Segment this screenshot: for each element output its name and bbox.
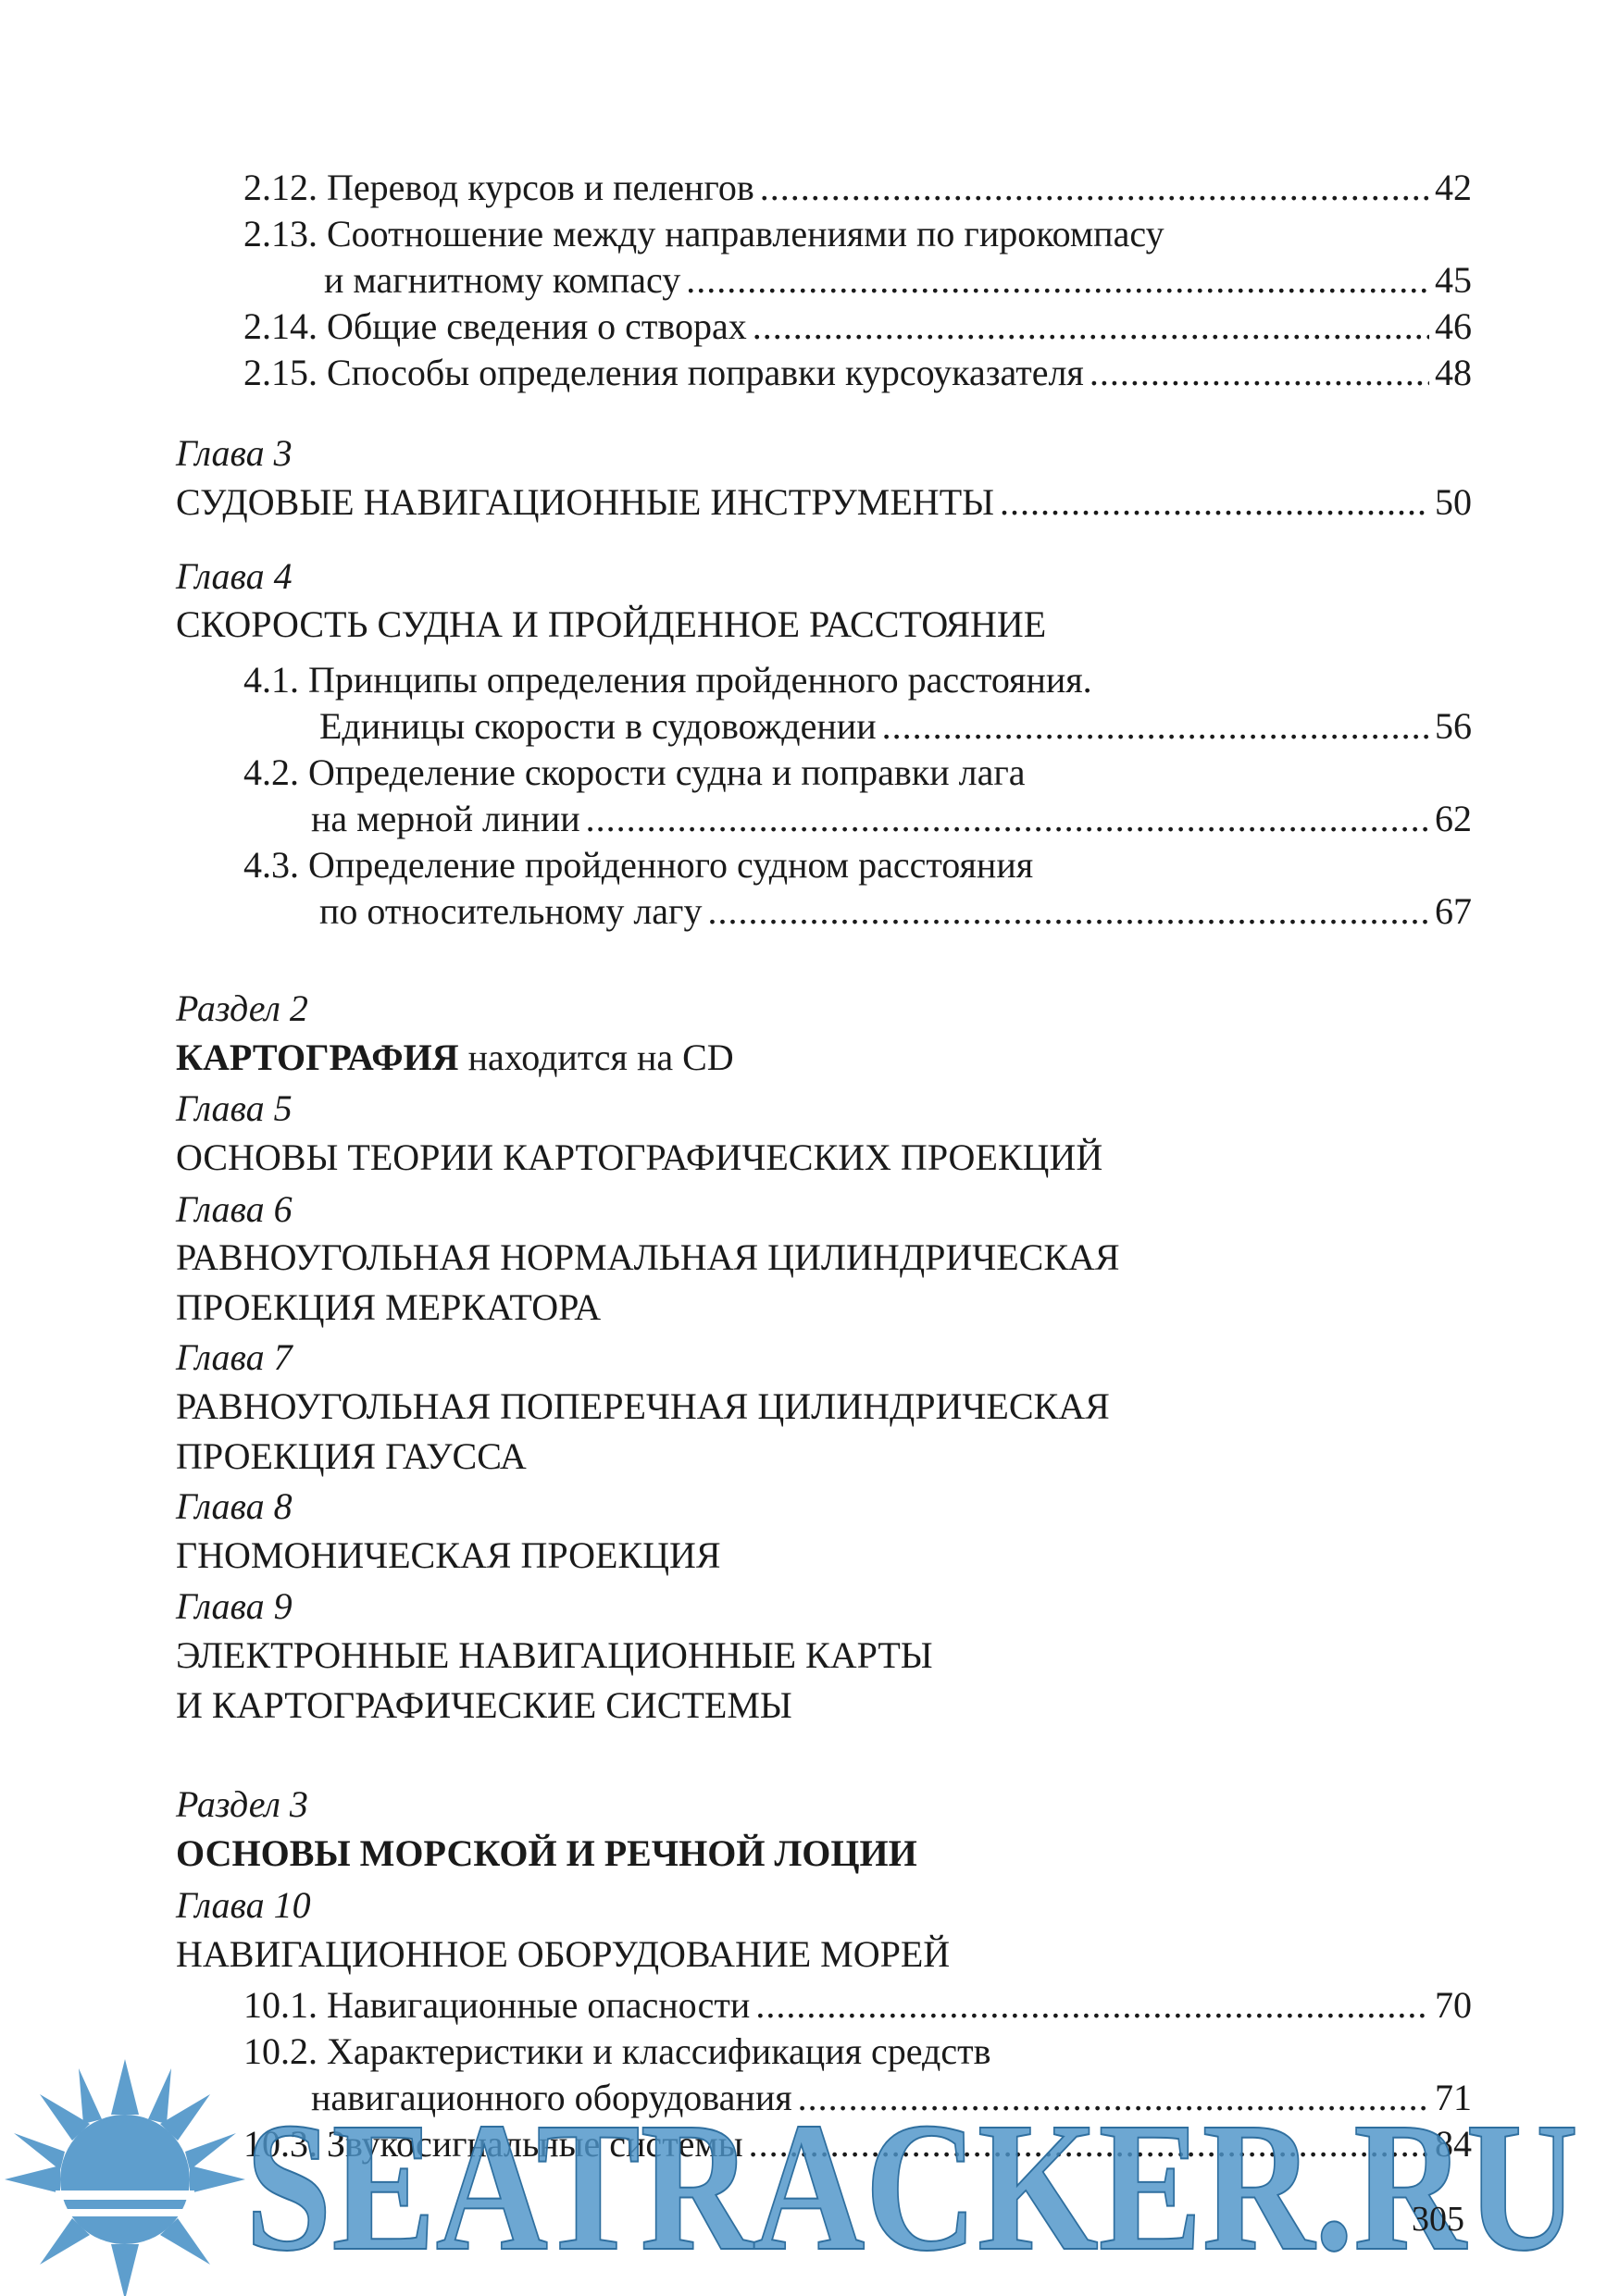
entry-title: Определение пройденного судном расстояния — [308, 844, 1034, 886]
entry-page: 45 — [1435, 259, 1472, 301]
entry-page: 62 — [1435, 798, 1472, 839]
chapter-label: Глава 4 — [176, 555, 293, 597]
entry-page: 46 — [1435, 305, 1472, 347]
entry-number: 2.15. — [243, 352, 318, 393]
entry-number: 10.2. — [243, 2030, 318, 2072]
chapter-title: ГНОМОНИЧЕСКАЯ ПРОЕКЦИЯ — [176, 1534, 721, 1576]
toc-entry — [243, 657, 1472, 703]
chapter-page: 50 — [1435, 481, 1472, 523]
entry-number: 4.1. — [243, 659, 299, 701]
entry-page: 71 — [1435, 2077, 1472, 2118]
toc-entry — [243, 350, 1472, 396]
section-label: Раздел 3 — [176, 1783, 308, 1825]
entry-title: Общие сведения о створах — [327, 305, 747, 347]
toc-entry-continuation — [324, 257, 1472, 304]
entry-title-cont: Единицы скорости в судовождении — [319, 705, 877, 747]
entry-number: 4.3. — [243, 844, 299, 886]
entry-title: Принципы определения пройденного расстояния. — [308, 659, 1092, 701]
entry-number: 4.2. — [243, 751, 299, 793]
entry-title: Звукосигнальные системы — [327, 2123, 743, 2165]
chapter-title-line2: ПРОЕКЦИЯ МЕРКАТОРА — [176, 1286, 602, 1328]
entry-title-cont: на мерной линии — [311, 798, 580, 839]
toc-entry — [243, 304, 1472, 350]
chapter-title-text: СУДОВЫЕ НАВИГАЦИОННЫЕ ИНСТРУМЕНТЫ — [176, 481, 995, 523]
watermark-text: SEATRACKER.RU — [245, 2085, 1578, 2290]
toc-entry — [243, 842, 1472, 888]
chapter-title: РАВНОУГОЛЬНАЯ НОРМАЛЬНАЯ ЦИЛИНДРИЧЕСКАЯ — [176, 1236, 1120, 1278]
chapter-label: Глава 7 — [176, 1336, 293, 1378]
entry-title: Определение скорости судна и поправки лага — [308, 751, 1026, 793]
toc-entry-continuation — [311, 796, 1472, 842]
entry-number: 10.3. — [243, 2123, 318, 2165]
entry-number: 2.12. — [243, 167, 318, 208]
entry-page: 48 — [1435, 352, 1472, 393]
chapter-title: НАВИГАЦИОННОЕ ОБОРУДОВАНИЕ МОРЕЙ — [176, 1933, 951, 1975]
entry-title-cont: навигационного оборудования — [311, 2077, 792, 2118]
chapter-label: Глава 8 — [176, 1485, 293, 1527]
chapter-label: Глава 9 — [176, 1585, 293, 1627]
toc-entry-continuation — [319, 888, 1472, 935]
seatracker-watermark — [0, 2031, 1619, 2296]
section-label: Раздел 2 — [176, 987, 308, 1029]
page-number: 305 — [1412, 2200, 1464, 2239]
entry-page: 56 — [1435, 705, 1472, 747]
chapter-title: СКОРОСТЬ СУДНА И ПРОЙДЕННОЕ РАССТОЯНИЕ — [176, 603, 1047, 645]
section-title-note: находится на CD — [458, 1036, 734, 1078]
chapter-title: РАВНОУГОЛЬНАЯ ПОПЕРЕЧНАЯ ЦИЛИНДРИЧЕСКАЯ — [176, 1385, 1110, 1427]
toc-entry — [243, 750, 1472, 796]
entry-number: 10.1. — [243, 1984, 318, 2026]
entry-title: Способы определения поправки курсоуказателя — [327, 352, 1084, 393]
chapter-title: ЭЛЕКТРОННЫЕ НАВИГАЦИОННЫЕ КАРТЫ — [176, 1634, 933, 1676]
entry-page: 84 — [1435, 2123, 1472, 2165]
chapter-label: Глава 3 — [176, 432, 293, 474]
chapter-title-line2: И КАРТОГРАФИЧЕСКИЕ СИСТЕМЫ — [176, 1684, 792, 1726]
entry-page: 70 — [1435, 1984, 1472, 2026]
entry-title: Навигационные опасности — [327, 1984, 751, 2026]
toc-entry — [243, 211, 1472, 257]
chapter-title-line2: ПРОЕКЦИЯ ГАУССА — [176, 1435, 527, 1477]
entry-title: Характеристики и классификация средств — [327, 2030, 991, 2072]
entry-page: 67 — [1435, 890, 1472, 932]
entry-page: 42 — [1435, 167, 1472, 208]
section-title: ОСНОВЫ МОРСКОЙ И РЕЧНОЙ ЛОЦИИ — [176, 1832, 917, 1874]
toc-entry — [243, 165, 1472, 211]
chapter-label: Глава 10 — [176, 1884, 311, 1926]
toc-entry-continuation — [319, 703, 1472, 750]
section-title — [176, 1035, 1472, 1081]
sun-logo-icon — [5, 2059, 245, 2296]
entry-title: Перевод курсов и пеленгов — [327, 167, 754, 208]
chapter-label: Глава 5 — [176, 1087, 293, 1129]
toc-entry — [243, 1982, 1472, 2029]
section-title-bold: КАРТОГРАФИЯ — [176, 1036, 459, 1078]
entry-number: 2.13. — [243, 213, 318, 254]
chapter-title: ОСНОВЫ ТЕОРИИ КАРТОГРАФИЧЕСКИХ ПРОЕКЦИЙ — [176, 1136, 1103, 1178]
entry-title-cont: и магнитному компасу — [324, 259, 681, 301]
chapter-title — [176, 479, 1472, 526]
entry-number: 2.14. — [243, 305, 318, 347]
chapter-label: Глава 6 — [176, 1188, 293, 1230]
entry-title: Соотношение между направлениями по гирокомпасу — [327, 213, 1164, 254]
entry-title-cont: по относительному лагу — [319, 890, 703, 932]
